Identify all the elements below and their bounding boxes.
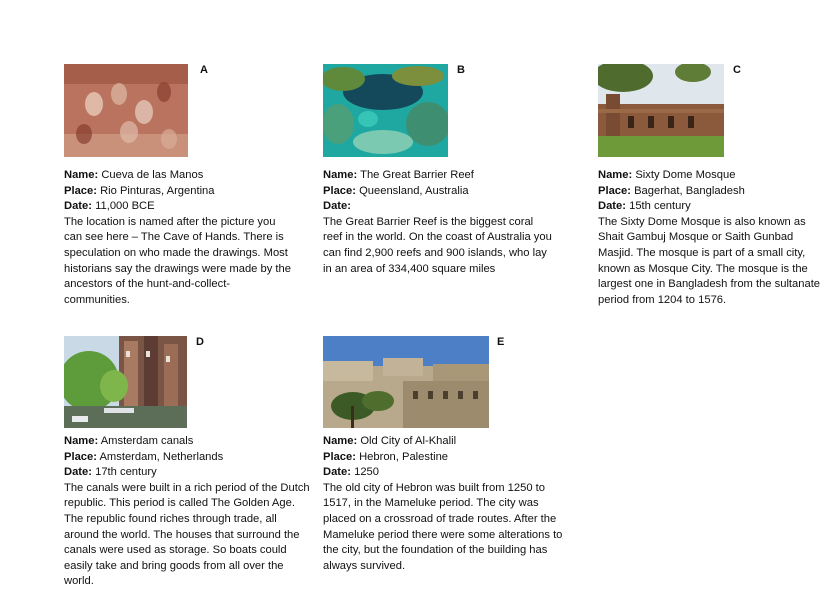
place-line: Place: Rio Pinturas, Argentina (64, 184, 215, 197)
place-location: Queensland, Australia (359, 184, 469, 197)
place-date: 1250 (354, 466, 379, 479)
card-text (323, 434, 563, 574)
place-date: 17th century (95, 466, 157, 479)
date-line: Date: 15th century (598, 200, 691, 213)
place-name: Cueva de las Manos (101, 169, 204, 181)
place-line: Place: Amsterdam, Netherlands (64, 450, 224, 463)
card-letter: A (200, 64, 208, 76)
card-text (64, 168, 294, 308)
description: The Sixty Dome Mosque is also known as Shait Gambuj Mosque or Saith Gunbad Masjid. The mosque is part of a small city, known as Mosque City. The mosque is the largest one in Bangladesh from the sultanate period from 1204 to 1576. (598, 215, 821, 306)
place-location: Amsterdam, Netherlands (99, 450, 224, 463)
place-name: Sixty Dome Mosque (635, 169, 736, 181)
name-line: Name: Cueva de las Manos (64, 169, 204, 181)
name-line: Name: Old City of Al-Khalil (323, 435, 457, 447)
place-location: Rio Pinturas, Argentina (100, 184, 215, 197)
card-letter: E (497, 336, 505, 348)
date-line: Date: 11,000 BCE (64, 200, 155, 213)
description: The old city of Hebron was built from 1250 to 1517, in the Mameluke period. The city was placed on a crossroad of trade routes. After the Mameluke period there were some alterations to the city, but the foundation of the building has always survived. (323, 481, 563, 572)
name-line: Name: Sixty Dome Mosque (598, 169, 736, 181)
card-text (323, 168, 553, 277)
date-line: Date: 1250 (323, 466, 379, 479)
place-location: Hebron, Palestine (359, 450, 449, 463)
place-location: Bagerhat, Bangladesh (634, 184, 745, 197)
date-line: Date: (323, 200, 351, 213)
mosque-photo (598, 64, 724, 157)
date-line: Date: 17th century (64, 466, 157, 479)
name-line: Name: The Great Barrier Reef (323, 169, 474, 181)
place-date: 11,000 BCE (95, 200, 155, 213)
canal-photo (64, 336, 187, 428)
place-line: Place: Bagerhat, Bangladesh (598, 184, 745, 197)
place-line: Place: Queensland, Australia (323, 184, 469, 197)
card-text (64, 434, 312, 590)
old-city-photo (323, 336, 489, 428)
description: The location is named after the picture you can see here – The Cave of Hands. There is speculation on who made the drawings. Most historians say the drawings were made by the ancestors of the hunt-and-collect-communities. (64, 215, 291, 306)
place-date: 15th century (629, 200, 691, 213)
cave-hands-photo (64, 64, 188, 157)
card-letter: D (196, 336, 204, 348)
place-name: Old City of Al-Khalil (360, 435, 457, 447)
description: The Great Barrier Reef is the biggest coral reef in the world. On the coast of Australia you can find 2,900 reefs and 900 islands, who lay in an area of 334,400 square miles (323, 215, 552, 275)
card-letter: B (457, 64, 465, 76)
card-text (598, 168, 826, 308)
card-letter: C (733, 64, 741, 76)
description: The canals were built in a rich period of the Dutch republic. This period is called The Golden Age. The republic found riches through trade, all around the world. The houses that surround the canals were used as storage. So boats could easily take and bring goods from all over the world. (64, 481, 310, 588)
place-name: Amsterdam canals (100, 435, 194, 447)
coral-reef-photo (323, 64, 448, 157)
place-line: Place: Hebron, Palestine (323, 450, 449, 463)
place-name: The Great Barrier Reef (360, 169, 474, 181)
name-line: Name: Amsterdam canals (64, 435, 194, 447)
